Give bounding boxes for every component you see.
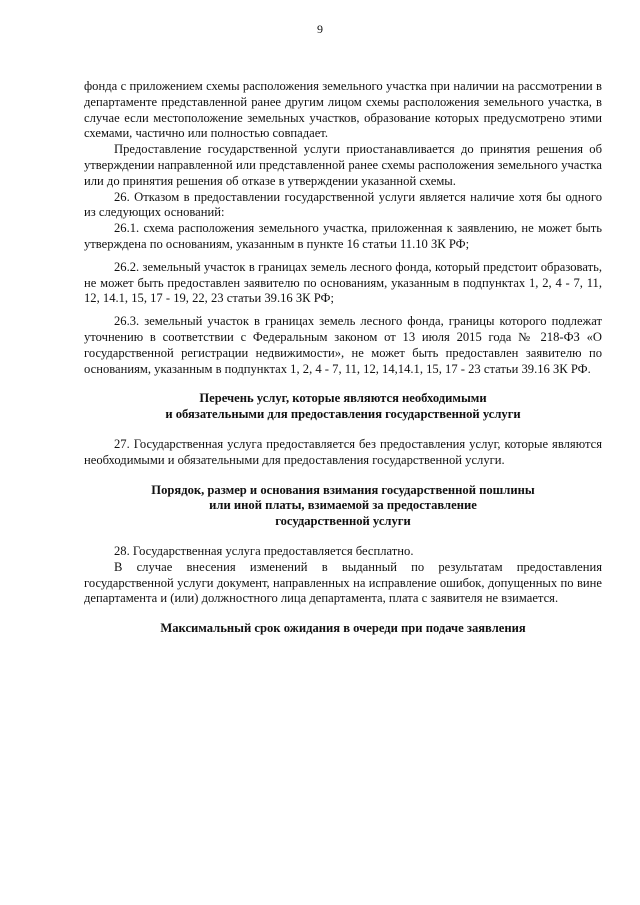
heading-line: Порядок, размер и основания взимания государственной пошлины	[151, 482, 535, 497]
heading-line: и обязательными для предоставления государственной услуги	[165, 407, 521, 422]
paragraph-fee-correction: В случае внесения изменений в выданный по результатам предоставления государственной услуги документ, направленных на исправление ошибок, допущенных по вине департамента и (или) должностного лица департамента, плата с заявителя не взимается.	[84, 559, 602, 606]
section-heading-queue: Максимальный срок ожидания в очереди при подаче заявления	[160, 621, 526, 636]
paragraph-26-3: 26.3. земельный участок в границах земель лесного фонда, границы которого подлежат уточнению в соответствии с Федеральным законом от 13 июля 2015 года № 218-ФЗ «О государственной регистрации недвижимости», не может быть предоставлен заявителю по основаниям, указанным в подпунктах 1, 2, 4 - 7, 11, 12, 14,14.1, 15, 17 - 23 статьи 39.16 ЗК РФ.	[84, 314, 602, 376]
paragraph-suspension: Предоставление государственной услуги приостанавливается до принятия решения об утверждении направленной или представленной ранее схемы расположения земельного участка или до принятия решения об отказе в утверждении указанной схемы.	[84, 142, 602, 188]
paragraph-26-2: 26.2. земельный участок в границах земель лесного фонда, который предстоит образовать, не может быть предоставлен заявителю по основаниям, указанным в подпунктах 1, 2, 4 - 7, 11, 12, 14.1, 15, 17 - 19, 22, 23 статьи 39.16 ЗК РФ;	[84, 259, 602, 306]
heading-line: Перечень услуг, которые являются необходимыми	[199, 391, 487, 406]
heading-line: государственной услуги	[275, 514, 411, 529]
section-heading-services	[84, 391, 602, 423]
page-number: 9	[317, 22, 323, 36]
paragraph-26: 26. Отказом в предоставлении государственной услуги является наличие хотя бы одного из следующих оснований:	[84, 189, 602, 220]
document-body	[84, 79, 602, 637]
heading-line: или иной платы, взимаемой за предоставление	[209, 498, 477, 513]
section-heading-fee	[84, 483, 602, 530]
paragraph-26-1: 26.1. схема расположения земельного участка, приложенная к заявлению, не может быть утверждена по основаниям, указанным в пункте 16 статьи 11.10 ЗК РФ;	[84, 221, 602, 251]
paragraph-28: 28. Государственная услуга предоставляется бесплатно.	[114, 543, 414, 558]
paragraph-27: 27. Государственная услуга предоставляется без предоставления услуг, которые являются необходимыми и обязательными для предоставления государственной услуги.	[84, 436, 602, 467]
paragraph-continuation: фонда с приложением схемы расположения земельного участка при наличии на рассмотрении в департаменте представленной ранее другим лицом схемы расположения земельного участка, в случае если местоположение земельных участков, образование которых предусмотрено этими схемами, частично или полностью совпадает.	[84, 79, 602, 141]
